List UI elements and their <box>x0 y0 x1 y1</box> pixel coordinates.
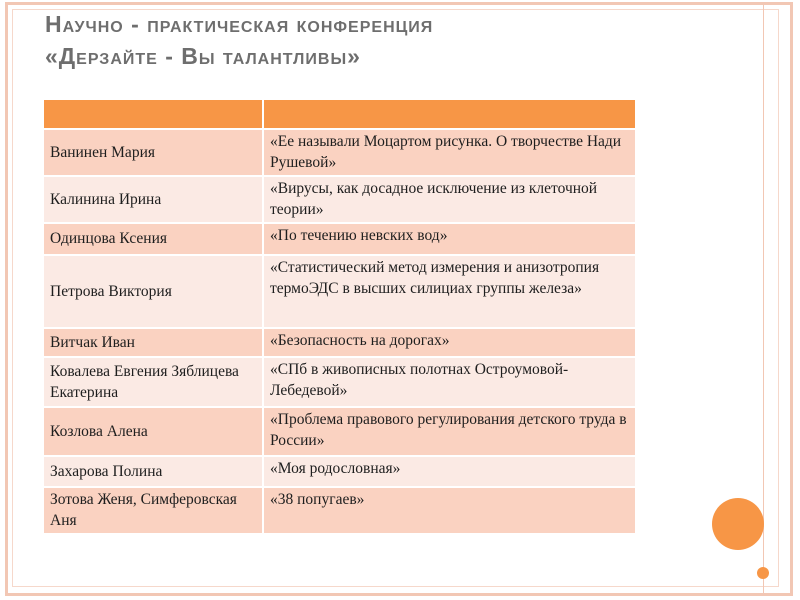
table-row <box>43 255 636 328</box>
participant-name: Петрова Виктория <box>43 255 263 328</box>
table-row <box>43 407 636 456</box>
report-topic: «Проблема правового регулирования детского труда в России» <box>263 407 636 456</box>
participant-name: Ковалева Евгения Зяблицева Екатерина <box>43 357 263 407</box>
report-topic: «Безопасность на дорогах» <box>263 328 636 357</box>
table-header-name <box>43 99 263 129</box>
slide-title <box>45 8 765 72</box>
table-row <box>43 223 636 255</box>
table-row <box>43 456 636 487</box>
participant-name: Захарова Полина <box>43 456 263 487</box>
table-row <box>43 357 636 407</box>
participants-table <box>42 98 637 535</box>
table-row <box>43 328 636 357</box>
participant-name: Зотова Женя, Симферовская Аня <box>43 487 263 534</box>
report-topic: «Статистический метод измерения и анизотропия термоЭДС в высших силициах группы железа» <box>263 255 636 328</box>
table-header-row <box>43 99 636 129</box>
report-topic: «38 попугаев» <box>263 487 636 534</box>
participant-name: Витчак Иван <box>43 328 263 357</box>
decorative-circle <box>712 498 764 550</box>
table-row <box>43 176 636 223</box>
report-topic: «Вирусы, как досадное исключение из клеточной теории» <box>263 176 636 223</box>
participant-name: Калинина Ирина <box>43 176 263 223</box>
report-topic: «Ее называли Моцартом рисунка. О творчестве Нади Рушевой» <box>263 129 636 176</box>
report-topic: «Моя родословная» <box>263 456 636 487</box>
participant-name: Ванинен Мария <box>43 129 263 176</box>
table-row <box>43 129 636 176</box>
decorative-dot <box>757 567 769 579</box>
report-topic: «По течению невских вод» <box>263 223 636 255</box>
slide-title-line-1: Научно - практическая конференция <box>45 11 434 37</box>
table-row <box>43 487 636 534</box>
slide-title-line-2: «Дерзайте - Вы талантливы» <box>45 43 361 69</box>
table-header-topic <box>263 99 636 129</box>
report-topic: «СПб в живописных полотнах Остроумовой-Лебедевой» <box>263 357 636 407</box>
participant-name: Одинцова Ксения <box>43 223 263 255</box>
participant-name: Козлова Алена <box>43 407 263 456</box>
frame-rule <box>763 2 764 596</box>
